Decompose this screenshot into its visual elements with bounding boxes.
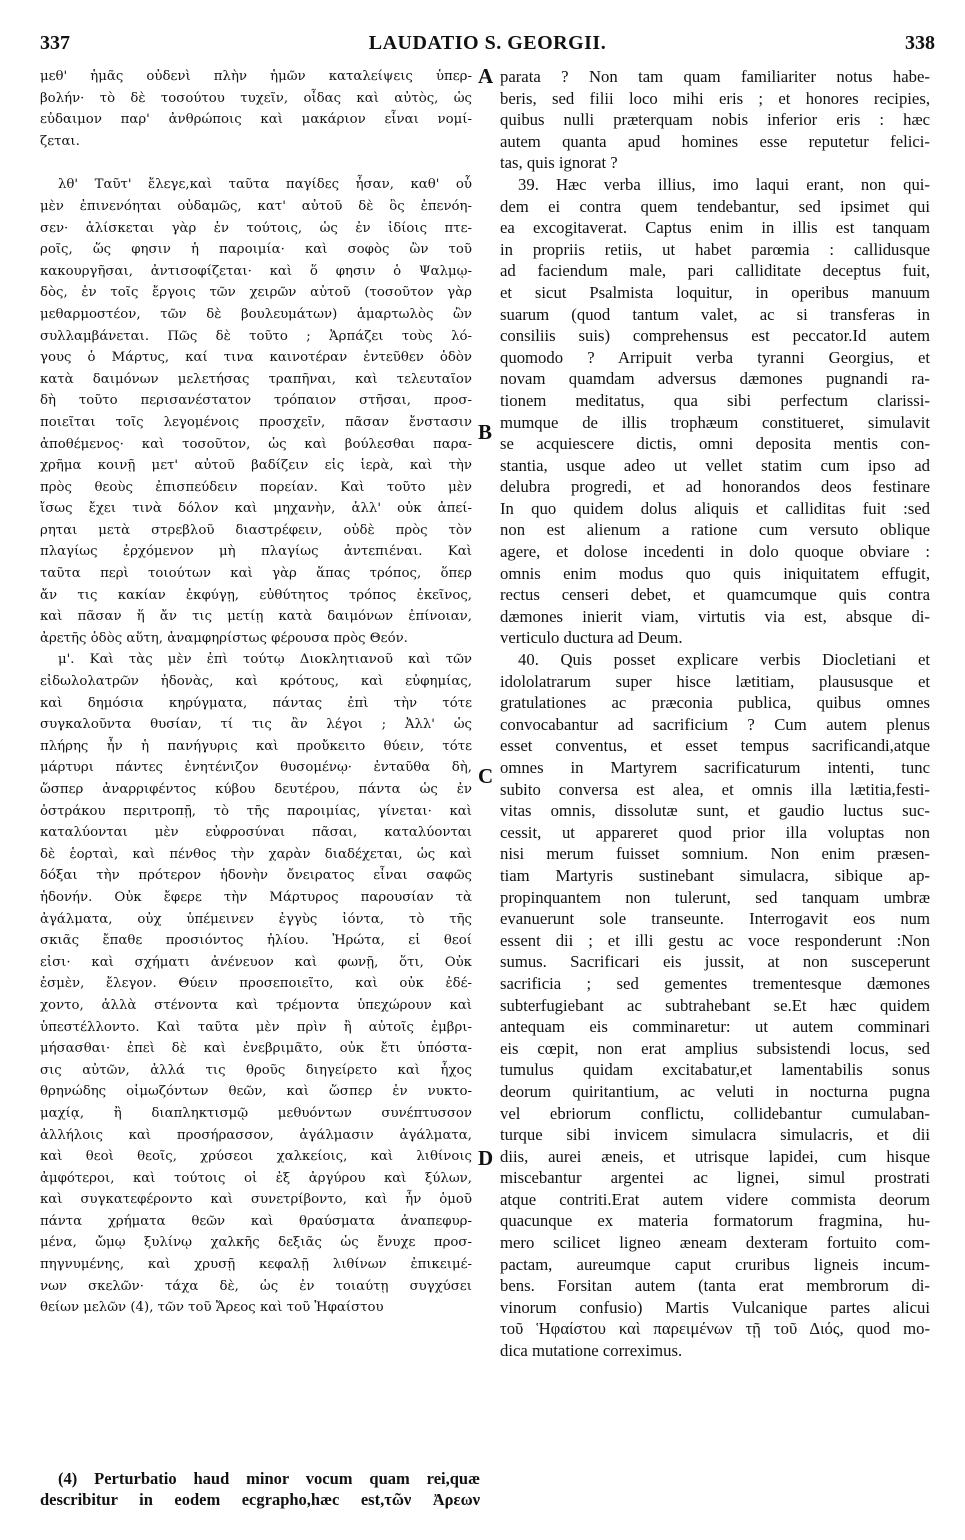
greek-text-line: καὶ πᾶσαν ἥ ἄν τις μετίῃ κατὰ δαιμόνων ἐπίνοιαν,: [40, 609, 472, 625]
page-number-left: 337: [40, 32, 70, 54]
section-marker-a: A: [478, 64, 494, 88]
section-marker-b: B: [478, 420, 493, 444]
running-title: LAUDATIO S. GEORGII.: [368, 32, 607, 54]
latin-text-line: 40. Quis posset explicare verbis Diocletiani et: [518, 650, 930, 670]
greek-text-line: κατὰ δαιμόνων μελετήσας τραπῆναι, καὶ τελευταῖον: [40, 371, 472, 387]
latin-text-line: stantia, usque adeo ut vellet statim cum ipso ad: [500, 455, 930, 475]
greek-text-line: δὲ ἑορταὶ, καὶ πένθος τὴν χαρὰν διαδέχεται, ὡς καὶ: [40, 846, 472, 862]
page-number-right: 338: [905, 32, 935, 54]
greek-text-line: ἀρετῆς ὁδὸς αὕτη, ἀναμφηρίστως φέρουσα πρὸς Θεόν.: [40, 630, 408, 646]
latin-text-column: [500, 66, 930, 1362]
latin-text-line: vitas omnis, dissolutæ sunt, et gaudio luctus suc-: [500, 801, 930, 821]
greek-text-line: πάντα χρήματα θεῶν καὶ θραύσματα ἀναπεφυρ-: [40, 1213, 472, 1229]
latin-text-line: tiam Martyris sustinebant simulacra, sibique ap-: [500, 865, 930, 885]
greek-text-line: μεθ' ἡμᾶς οὐδενὶ πλὴν ἡμῶν καταλείψεις ὑπερ-: [40, 69, 472, 84]
latin-text-line: essent dii ; et illi gestu ac voce responderunt :Non: [500, 930, 930, 950]
latin-text-line: in propriis retiis, ut habet parœmia : callidusque: [500, 239, 930, 259]
greek-text-line: συγκαλοῦντα θυσίαν, τί τις ἂν λέγοι ; Ἀλλ' ὡς: [40, 717, 472, 733]
latin-text-line: eis cœpit, non erat amplius subsistendi locus, sed: [500, 1038, 930, 1058]
latin-text-line: deorum quiritantium, ac veluti in nocturna pugna: [500, 1081, 930, 1101]
latin-text-line: cessit, ut appareret quod prior illa voluptas non: [500, 822, 930, 842]
greek-text-line: χοντο, ἀλλὰ στένοντα καὶ τρέμοντα ὑπεχώρουν καὶ: [40, 997, 472, 1013]
latin-text-line: tionem meditatus, qua sibi perfectum clarissi-: [500, 390, 930, 410]
latin-text-line: novam quamdam adversus dæmones pugnandi ra-: [500, 369, 930, 389]
section-marker-d: D: [478, 1146, 494, 1170]
latin-text-line: subterfugiebant ac subtrahebant se.Et hæc quidem: [500, 995, 930, 1015]
latin-text-line: dica mutatione correximus.: [500, 1341, 683, 1361]
latin-text-line: vinorum confusio) Martis Vulcanique partes alicui: [500, 1297, 930, 1317]
greek-text-line: ὥσπερ ἀναρριφέντος κύβου δευτέρου, πάντα ὡς ἐν: [40, 782, 472, 797]
latin-text-line: se acquiescere dictis, omni deposita mentis con-: [500, 434, 930, 454]
latin-text-line: delubra progredi, et ad honorandos deos festinare: [500, 477, 930, 497]
footnote-line: describitur in eodem ecgrapho,hæc est,τῶν Ἀρεων: [40, 1490, 480, 1509]
greek-text-line: ἀλλήλοις καὶ προσήρασσον, ἀγάλμασιν ἀγάλματα,: [40, 1127, 472, 1143]
latin-text-line: tas, quis ignorat ?: [500, 153, 618, 173]
greek-text-line: ἄν τις κακίαν ἐκφύγῃ, εὐθύτητος τρόπος ἐκεῖνος,: [40, 587, 472, 603]
page-header: [40, 32, 935, 58]
latin-text-line: parata ? Non tam quam familiariter notus habe-: [500, 67, 930, 86]
footnote-line: (4) Perturbatio haud minor vocum quam rei,quæ: [58, 1469, 480, 1488]
greek-text-line: σις αὐτῶν, ἀλλά τις θροῦς διηγείρετο καὶ ἦχος: [40, 1062, 472, 1078]
greek-text-line: καὶ δημόσια κηρύγματα, πάντας ἐπὶ τὴν τότε: [40, 695, 472, 711]
latin-text-line: dæmones inierit viam, virtutis via est, absque di-: [500, 606, 930, 626]
latin-text-line: In quo quidem dolus aliquis et calliditas fuit :sed: [500, 498, 930, 518]
greek-text-line: καὶ συγκατεφέροντο καὶ συνετρίβοντο, καὶ ἦν ὁμοῦ: [40, 1192, 472, 1208]
latin-text-line: quibus nulli præterquam nobis inferior eris : hæc: [500, 110, 930, 130]
greek-text-line: χρῆμα κοινῇ μετ' αὐτοῦ βαδίζειν εἰς ἱερὰ, καὶ τὴν: [40, 458, 472, 474]
latin-text-line: mumque de illis trophæum constitueret, simulavit: [500, 412, 930, 432]
greek-text-line: ἀμφότεροι, καὶ τούτοις οἱ ἐξ ἀργύρου καὶ ξύλων,: [40, 1170, 472, 1186]
greek-text-line: σεν· ἁλίσκεται γὰρ ἐν τούτοις, ὡς ἐν ἰδίοις πτε-: [40, 220, 472, 236]
greek-text-line: πρὸς θεοὺς ἐπισπεύδειν πορείαν. Καὶ τοῦτο μὲν: [40, 479, 472, 495]
latin-text-line: consiliis suis) comprehensus est peccator.Id autem: [500, 326, 930, 346]
latin-text-line: ad faciendum male, pari calliditate deceptus fuit,: [500, 261, 930, 281]
latin-text-line: antequam eis comminaretur: ut autem comminari: [500, 1017, 930, 1037]
latin-text-line: et sicut Psalmista loquitur, in operibus manuum: [500, 282, 930, 302]
latin-text-line: τοῦ Ἡφαίστου καὶ παρειμένων τῇ τοῦ Διός, quod mo-: [500, 1319, 930, 1339]
greek-text-line: ἀγάλματα, οὐχ ὑπέμεινεν ἐγγὺς ἰόντα, τὸ τῆς: [40, 911, 472, 927]
latin-text-line: vel ebriorum conflictu, collidebantur cumulaban-: [500, 1103, 930, 1123]
footnote: [40, 1468, 480, 1510]
latin-text-line: dem ei contra quem tendebantur, sed ipsimet qui: [500, 196, 930, 216]
latin-text-line: atque contriti.Erat autem videre commista deorum: [500, 1189, 930, 1209]
greek-text-line: [40, 152, 472, 174]
greek-text-line: καὶ θεοὶ θεοῖς, χρύσεοι χαλκείοις, καὶ λιθίνοις: [40, 1149, 472, 1165]
greek-text-line: ὑπεστέλλοντο. Καὶ ταῦτα μὲν πρὶν ἢ αὐτοῖς ἐμβρι-: [40, 1019, 472, 1035]
latin-text-line: omnes in Martyrem sacrificaturum intenti, tunc: [500, 758, 930, 777]
greek-text-line: δὸς, ἐν τοῖς ἔργοις τῶν χειρῶν αὐτοῦ (τοσοῦτον γὰρ: [40, 285, 472, 301]
greek-text-line: βολήν· τὸ δὲ τοσούτου τυχεῖν, οἶδας καὶ αὐτὸς, ὡς: [40, 90, 472, 106]
greek-text-line: γους ὁ Μάρτυς, καί τινα καινοτέραν ἐντεῦθεν ὁδὸν: [40, 350, 472, 366]
greek-text-line: ἴσως ἔχει τινὰ δόλον καὶ μηχανὴν, ἀλλ' οὐκ ἀπεί-: [40, 501, 472, 517]
greek-text-line: μάρτυρι πάντες ἐνητένιζον θυσομένῳ· ἐνταῦθα δὴ,: [40, 760, 472, 776]
latin-text-line: quacunque ex materia formatorum fragmina, hu-: [500, 1211, 930, 1231]
greek-text-line: πλαγίως ἐρχόμενον μὴ πλαγίως ἀντεπιέναι. Καὶ: [40, 544, 472, 560]
greek-text-line: μ'. Καὶ τὰς μὲν ἐπὶ τούτῳ Διοκλητιανοῦ καὶ τῶν: [58, 652, 472, 668]
latin-text-line: agere, et dolose incedenti in dolo quoque obviare :: [500, 542, 930, 562]
greek-text-line: ἡδονήν. Οὐκ ἔφερε τὴν Μάρτυρος παρουσίαν τὰ: [40, 889, 472, 905]
greek-text-line: ἐσμὲν, ἔλεγον. Θύειν προσεποιεῖτο, καὶ οὐκ ἐδέ-: [40, 976, 472, 992]
greek-text-line: εἰδωλολατρῶν ἡδονὰς, καὶ κρότους, καὶ εὐφημίας,: [40, 674, 472, 690]
greek-text-line: μήσασθαι· ἐπεὶ δὲ καὶ ἐνεβριμᾶτο, οὐκ ἔτι ὑπόστα-: [40, 1041, 472, 1057]
greek-text-line: ροῖς, ὥς φησιν ἡ παροιμία· καὶ σοφὸς ὢν τοῦ: [40, 242, 472, 258]
greek-text-line: νων σκελῶν· τάχα δὲ, ὡς ἐν τοιαύτῃ συγχύσει: [40, 1278, 472, 1294]
greek-text-line: καταλύονται μὲν εὐφροσύναι πᾶσαι, καταλύονται: [40, 825, 472, 841]
latin-text-line: subito conversa est alea, et omnis illa lætitia,festi-: [500, 779, 930, 799]
latin-text-line: miscebantur argentei ac lignei, simul prostrati: [500, 1168, 930, 1188]
greek-text-line: πηγνυμένης, καὶ χρυσῇ κεφαλῇ λιθίνων ἐπικειμέ-: [40, 1257, 472, 1273]
latin-text-line: idololatrarum super hisce lætitiam, plaususque et: [500, 671, 930, 691]
greek-text-line: ὀστράκου περιτροπῇ, τὸ τῆς παροιμίας, γίνεται· καὶ: [40, 803, 472, 819]
latin-text-line: sacrificia ; sed gementes trementesque dæmones: [500, 973, 930, 993]
latin-text-line: nisi merum fuisset somnium. Non enim præsen-: [500, 844, 930, 864]
greek-text-line: μένα, ὤμῳ ξυλίνῳ χαλκῆς δεξιᾶς ὡς ἔνυχε προσ-: [40, 1235, 472, 1251]
latin-text-line: non est alienum a ratione cum versuto oblique: [500, 520, 930, 540]
greek-text-line: θείων μελῶν (4), τῶν τοῦ Ἄρεος καὶ τοῦ Ἡφαίστου: [40, 1300, 384, 1316]
greek-text-line: πλήρης ἦν ἡ πανήγυρις καὶ προὔκειτο θύειν, τότε: [40, 738, 472, 754]
greek-text-line: δὴ τοῦτο περισανέστατον τρόπαιον στῆσαι, προσ-: [40, 393, 472, 409]
greek-text-line: δόξαι τὴν πρότερον ἡδονὴν ὄνειρατος εἶναι σαφῶς: [40, 868, 472, 884]
greek-text-line: θρηνώδης οἰμωζόντων θεῶν, καὶ ὥσπερ ἐν νυκτο-: [40, 1084, 472, 1100]
latin-text-line: verticulo ductura ad Deum.: [500, 628, 683, 648]
greek-text-line: σκιᾶς ἔπαθε προσιόντος ἡλίου. Ἠρώτα, εἰ θεοί: [40, 933, 472, 949]
greek-text-line: λθ' Ταῦτ' ἔλεγε,καὶ ταῦτα παγίδες ἦσαν, καθ' οὗ: [58, 177, 472, 193]
greek-text-line: ταῦτα περὶ τοιούτων καὶ γὰρ ἅπας τρόπος, ὅπερ: [40, 566, 472, 582]
latin-text-line: diis, aurei æneis, et utrisque lapidei, cum hisque: [500, 1146, 930, 1166]
latin-text-line: tumulus quidam excitabatur,et lamentabilis sonus: [500, 1060, 930, 1080]
latin-text-line: omnis enim modus quo quis iniquitatem effugit,: [500, 563, 930, 583]
latin-text-line: mero scilicet ligneo æneam dexteram fortuito com-: [500, 1233, 930, 1253]
latin-text-line: autem quanta apud homines esse reputetur felici-: [500, 131, 930, 151]
latin-text-line: bens. Forsitan autem (tanta erat membrorum di-: [500, 1276, 930, 1296]
latin-text-line: suarum (quod tantum valet, ac si transferas in: [500, 304, 930, 324]
greek-text-line: ρηται μετὰ στρεβλοῦ διαστρέφειν, οὐδὲ πρὸς τὸν: [40, 522, 472, 538]
latin-text-line: pactam, aureumque caput cruribus ligneis incum-: [500, 1254, 930, 1274]
greek-text-line: ζεται.: [40, 133, 80, 149]
latin-text-line: quomodo ? Arripuit verba tyranni Georgius, et: [500, 347, 930, 367]
greek-text-line: εὐδαιμον παρ' ἀνθρώποις καὶ μακάριον εἶναι νομί-: [40, 112, 472, 128]
latin-text-line: propinquantem non tulerunt, sed tanquam umbræ: [500, 887, 930, 907]
greek-text-line: κακουργῆσαι, ἀντισοφίζεται· καὶ ὅ φησιν ὁ Ψαλμῳ-: [40, 263, 472, 279]
section-marker-c: C: [478, 764, 494, 788]
greek-text-line: ποιεῖται τοῖς λεγομένοις προσχεῖν, πᾶσαν ἔνστασιν: [40, 414, 472, 430]
greek-text-column: [40, 66, 472, 1319]
latin-text-line: rectus censeri debet, et quamcumque quis contra: [500, 585, 930, 605]
latin-text-line: sumus. Sacrificari eis jussit, at non susceperunt: [500, 952, 930, 972]
latin-text-line: convocabantur ad sacrificium ? Cum autem plenus: [500, 714, 930, 734]
greek-text-line: ἀποθέμενος· καὶ τοσοῦτον, ὡς καὶ βούλεσθαι παρα-: [40, 436, 472, 452]
latin-text-line: evanuerunt sole transeunte. Interrogavit eos num: [500, 909, 930, 929]
latin-text-line: ea excogitaverat. Captus enim in illis est tanquam: [500, 218, 930, 238]
latin-text-line: esset conventus, et esset tempus sacrificandi,atque: [500, 736, 930, 756]
latin-text-line: turque sibi invicem simulacra simulacris, et dii: [500, 1125, 930, 1145]
latin-text-line: beris, sed filii loco mihi eris ; et honores recipies,: [500, 88, 930, 108]
greek-text-line: μὲν ἐπινενόηται οὐδαμῶς, κατ' αὐτοῦ δὲ ὃς ἐπενόη-: [40, 198, 472, 214]
greek-text-line: μαχίᾳ, ἢ διαπληκτισμῷ μεθυόντων συνέπτυσσον: [40, 1105, 472, 1121]
greek-text-line: συλλαμβάνεται. Πῶς δὲ τοῦτο ; Ἁρπάζει τοὺς λό-: [40, 328, 472, 344]
latin-text-line: gratulationes ac præconia publica, quibus omnes: [500, 693, 930, 713]
latin-text-line: 39. Hæc verba illius, imo laqui erant, non qui-: [518, 174, 930, 194]
greek-text-line: μεθαρμοστέον, τῶν δὲ βουλευμάτων) ἁμαρτωλὸς ὢν: [40, 306, 472, 322]
greek-text-line: εἰσι· καὶ σχήματι ἀνένευον καὶ φωνῇ, ὅτι, Οὐκ: [40, 954, 472, 970]
